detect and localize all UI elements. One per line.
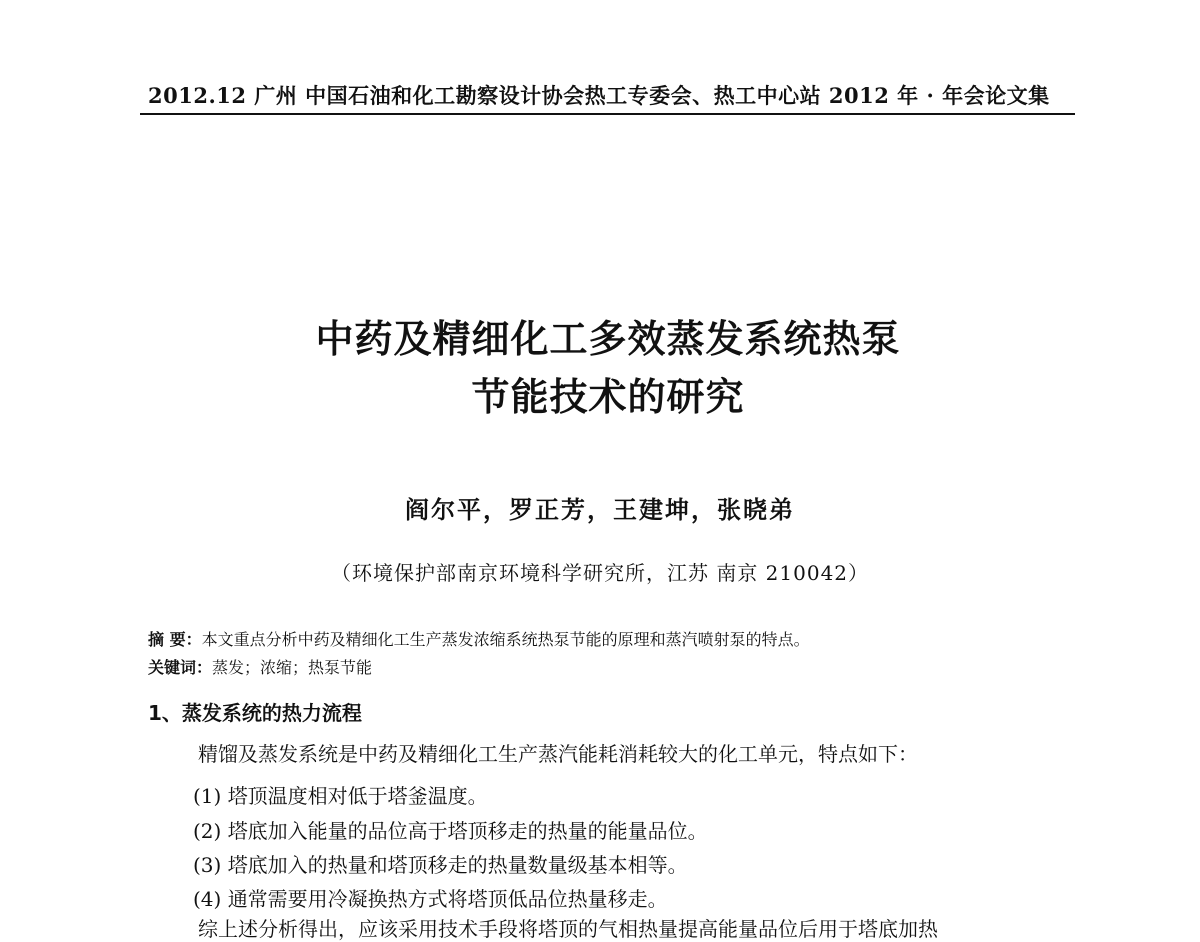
paper-title-line-1: 中药及精细化工多效蒸发系统热泵 [315,317,901,361]
list-item: (3) 塔底加入的热量和塔顶移走的热量数量级基本相等。 [193,853,688,877]
list-item: (4) 通常需要用冷凝换热方式将塔顶低品位热量移走。 [193,887,668,911]
running-header: 2012.12 广州 中国石油和化工勘察设计协会热工专委会、热工中心站 2012 年 · 年会论文集 [148,83,1050,108]
paragraph-intro: 精馏及蒸发系统是中药及精细化工生产蒸汽能耗消耗较大的化工单元，特点如下： [198,742,918,766]
list-item: (2) 塔底加入能量的品位高于塔顶移走的热量的能量品位。 [193,819,708,843]
list-item: (1) 塔顶温度相对低于塔釜温度。 [193,784,488,808]
paper-title-line-2: 节能技术的研究 [471,375,745,419]
abstract [148,627,810,650]
abstract-text: 本文重点分析中药及精细化工生产蒸发浓缩系统热泵节能的原理和蒸汽喷射泵的特点。 [201,630,810,649]
keywords [148,655,372,678]
header-rule [140,113,1075,115]
keywords-text: 蒸发；浓缩；热泵节能 [212,658,373,677]
affiliation: （环境保护部南京环境科学研究所，江苏 南京 210042） [330,561,870,585]
section-heading: 1、蒸发系统的热力流程 [148,701,362,725]
keywords-label: 关键词： [148,658,213,677]
author-list: 阎尔平，罗正芳，王建坤，张晓弟 [405,495,795,524]
abstract-label: 摘 要： [148,630,202,649]
paragraph-continued: 综上述分析得出，应该采用技术手段将塔顶的气相热量提高能量品位后用于塔底加热 [198,917,938,941]
